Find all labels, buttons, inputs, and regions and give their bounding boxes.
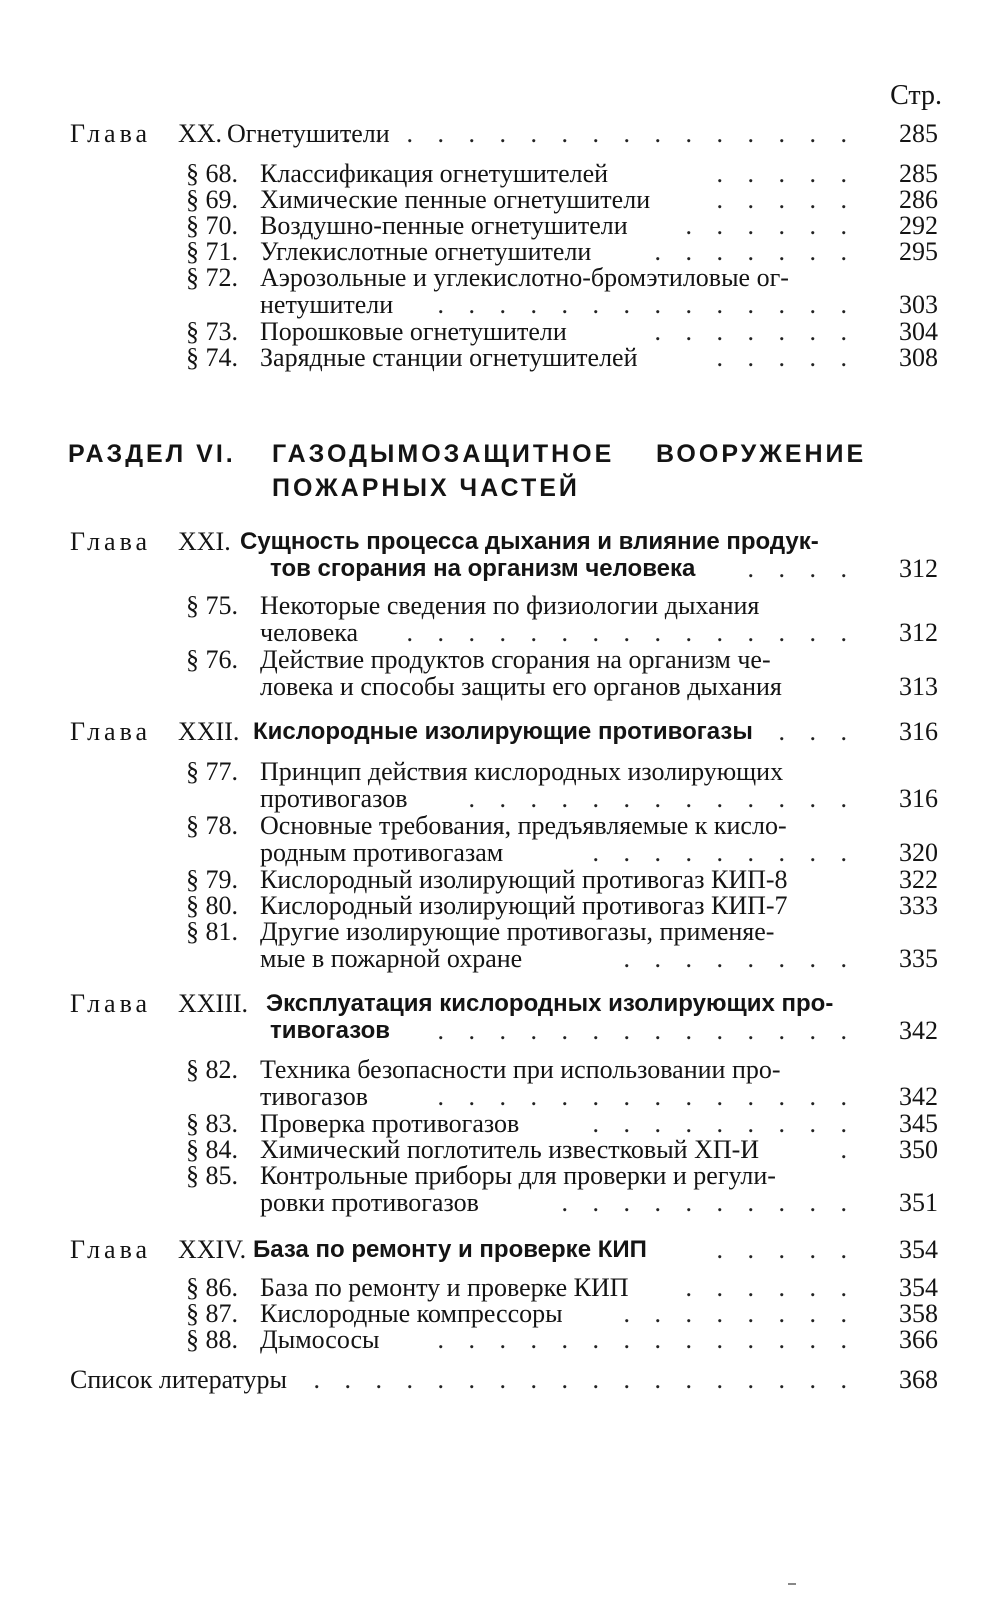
chapter-number: XXIV. <box>178 1235 247 1264</box>
leader-dots: . . . . . <box>716 1235 856 1264</box>
section-number: § 88. <box>186 1325 238 1354</box>
leader-dots: . . . . . . . <box>654 317 856 346</box>
section-title: ровки противогазов <box>260 1188 479 1217</box>
leader-dots: . . . . . . <box>685 211 856 240</box>
section-title: Дымососы <box>260 1325 380 1354</box>
page-number: 285 <box>899 159 938 188</box>
section-title: Кислородные компрессоры <box>260 1299 563 1328</box>
section-title: База по ремонту и проверке КИП <box>260 1273 629 1302</box>
section-title: нетушители <box>260 290 394 319</box>
page-number: 308 <box>899 343 938 372</box>
chapter-number: XXIII. <box>178 989 249 1018</box>
chapter-label: Глава <box>70 1235 152 1264</box>
page-number: 292 <box>899 211 938 240</box>
section-title: ловека и способы защиты его органов дыхания <box>260 672 782 701</box>
section-title: Контрольные приборы для проверки и регули- <box>260 1161 776 1190</box>
chapter-number: XXI. <box>178 527 231 556</box>
leader-dots: . . . . . . . . . . . . . . . <box>406 618 856 647</box>
section-number: § 86. <box>186 1273 238 1302</box>
leader-dots: . . . . . . . . . . . . . . <box>437 290 856 319</box>
leader-dots: . <box>840 1135 856 1164</box>
section-number: § 72. <box>186 263 238 292</box>
section-title: Воздушно-пенные огнетушители <box>260 211 628 240</box>
leader-dots: . . . . . . . . . . . . . . <box>437 1016 856 1045</box>
section-number: § 69. <box>186 185 238 214</box>
section-number: § 83. <box>186 1109 238 1138</box>
section-title: Зарядные станции огнетушителей <box>260 343 638 372</box>
section-title: мые в пожарной охране <box>260 944 523 973</box>
leader-dots: . . . . . . . . . <box>592 1109 856 1138</box>
section-number: § 78. <box>186 811 238 840</box>
page-number: 368 <box>899 1365 938 1394</box>
page-number: 335 <box>899 944 938 973</box>
page-number: 358 <box>899 1299 938 1328</box>
page-number: 366 <box>899 1325 938 1354</box>
part-heading-label: РАЗДЕЛ VI. <box>68 440 236 468</box>
section-number: § 87. <box>186 1299 238 1328</box>
leader-dots: . . . . . . . . . <box>592 838 856 867</box>
page-number: 342 <box>899 1082 938 1111</box>
page-number: 320 <box>899 838 938 867</box>
section-title: Принцип действия кислородных изолирующих <box>260 757 784 786</box>
chapter-title: Кислородные изолирующие противогазы <box>253 718 753 745</box>
page-number: 345 <box>899 1109 938 1138</box>
chapter-title: тов сгорания на организм человека <box>270 555 696 582</box>
part-heading-line2: ПОЖАРНЫХ ЧАСТЕЙ <box>272 474 580 502</box>
section-number: § 68. <box>186 159 238 188</box>
leader-dots: . . . . . . . . . . . . . . <box>437 1082 856 1111</box>
page-number: 316 <box>899 717 938 746</box>
chapter-label: Глава <box>70 717 152 746</box>
part-heading-line1b: ВООРУЖЕНИЕ <box>656 440 867 468</box>
page-number: 313 <box>899 672 938 701</box>
section-title: Классификация огнетушителей <box>260 159 609 188</box>
chapter-title: тивогазов <box>270 1017 390 1044</box>
section-number: § 84. <box>186 1135 238 1164</box>
leader-dots: . . . . . . . . <box>623 1299 856 1328</box>
page-number: 312 <box>899 618 938 647</box>
page-number: 295 <box>899 237 938 266</box>
page-number: 303 <box>899 290 938 319</box>
section-title: Основные требования, предъявляемые к кисло- <box>260 811 787 840</box>
chapter-title: База по ремонту и проверке КИП <box>253 1236 647 1263</box>
leader-dots: . . . . . . . . . . <box>561 1188 856 1217</box>
section-number: § 81. <box>186 917 238 946</box>
section-title: Аэрозольные и углекислотно-бромэтиловые ог- <box>260 263 789 292</box>
leader-dots: . . . . . <box>716 185 856 214</box>
chapter-label: Глава <box>70 989 152 1018</box>
section-number: § 76. <box>186 645 238 674</box>
leader-dots: . . . . . . . . . . . . . <box>468 784 856 813</box>
section-title: Кислородный изолирующий противогаз КИП-7 <box>260 891 788 920</box>
chapter-number: XXII. <box>178 717 240 746</box>
section-number: § 79. <box>186 865 238 894</box>
section-number: § 75. <box>186 591 238 620</box>
section-title: тивогазов <box>260 1082 368 1111</box>
section-number: § 73. <box>186 317 238 346</box>
section-number: § 70. <box>186 211 238 240</box>
section-title: Проверка противогазов <box>260 1109 520 1138</box>
section-number: § 85. <box>186 1161 238 1190</box>
section-number: § 77. <box>186 757 238 786</box>
section-title: Действие продуктов сгорания на организм че- <box>260 645 771 674</box>
page-number: 285 <box>899 119 938 148</box>
section-title: Химический поглотитель известковый ХП-И <box>260 1135 760 1164</box>
section-title: Химические пенные огнетушители <box>260 185 651 214</box>
page-number: 322 <box>899 865 938 894</box>
chapter-number: XX. <box>178 119 223 148</box>
page-number: 316 <box>899 784 938 813</box>
chapter-title: Сущность процесса дыхания и влияние продук- <box>240 528 819 555</box>
page-number: 304 <box>899 317 938 346</box>
leader-dots: . . . . . . . . . . . . . . <box>437 1325 856 1354</box>
page-number: 312 <box>899 554 938 583</box>
page-number: 333 <box>899 891 938 920</box>
chapter-label: Глава <box>70 119 152 148</box>
section-number: § 71. <box>186 237 238 266</box>
page-number: 342 <box>899 1016 938 1045</box>
leader-dots: . . . . . . . . . . . . . . . . . . <box>313 1365 856 1394</box>
leader-dots: . . . . . <box>716 159 856 188</box>
bibliography-title: Список литературы <box>70 1365 287 1394</box>
chapter-title: Эксплуатация кислородных изолирующих про- <box>266 990 834 1017</box>
scan-speck <box>788 1583 796 1585</box>
page-number: 286 <box>899 185 938 214</box>
chapter-label: Глава <box>70 527 152 556</box>
section-number: § 74. <box>186 343 238 372</box>
section-title: Кислородный изолирующий противогаз КИП-8 <box>260 865 788 894</box>
section-title: родным противогазам <box>260 838 504 867</box>
page-number: 351 <box>899 1188 938 1217</box>
section-title: Техника безопасности при использовании про- <box>260 1055 781 1084</box>
leader-dots: . . . . . <box>716 343 856 372</box>
leader-dots: . . . . . . . . <box>623 944 856 973</box>
leader-dots: . . . . . . . <box>654 237 856 266</box>
leader-dots: . . . . . . <box>685 1273 856 1302</box>
section-number: § 80. <box>186 891 238 920</box>
section-title: человека <box>260 618 359 647</box>
section-title: противогазов <box>260 784 408 813</box>
section-title: Другие изолирующие противогазы, применяе- <box>260 917 775 946</box>
page-number: 350 <box>899 1135 938 1164</box>
page-number: 354 <box>899 1273 938 1302</box>
part-heading-line1a: ГАЗОДЫМОЗАЩИТНОЕ <box>272 440 615 468</box>
section-title: Углекислотные огнетушители <box>260 237 592 266</box>
leader-dots: . . . . . . . . . . . . . . . . . <box>344 119 856 148</box>
leader-dots: . . . <box>778 717 856 746</box>
page-column-header: Стр. <box>890 80 942 111</box>
section-number: § 82. <box>186 1055 238 1084</box>
page-number: 354 <box>899 1235 938 1264</box>
section-title: Некоторые сведения по физиологии дыхания <box>260 591 760 620</box>
chapter-title: Огнетушители <box>227 119 390 148</box>
section-title: Порошковые огнетушители <box>260 317 567 346</box>
leader-dots: . . . . <box>747 554 856 583</box>
